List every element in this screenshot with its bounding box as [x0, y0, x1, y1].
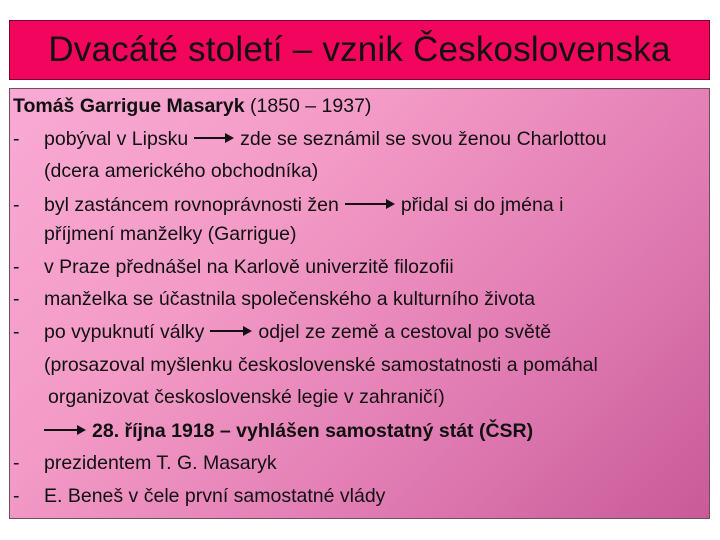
bullet-dash: - — [13, 128, 20, 150]
item-text: v Praze přednášel na Karlově univerzitě filozofii — [44, 256, 454, 278]
item-text-continued: přidal si do jména i — [400, 194, 564, 216]
bullet-dash: - — [13, 194, 20, 216]
bullet-dash: - — [13, 256, 20, 278]
item-text: pobýval v Lipsku — [44, 128, 189, 150]
arrow-right-icon — [194, 133, 234, 143]
item-text: organizovat československé legie v zahraničí) — [48, 386, 445, 408]
item-text: (dcera amerického obchodníka) — [44, 160, 319, 182]
item-text: E. Beneš v čele první samostatné vlády — [44, 485, 386, 507]
item-text: prezidentem T. G. Masaryk — [44, 452, 277, 474]
arrow-right-icon — [210, 326, 252, 336]
item-text-continued: zde se seznámil se svou ženou Charlottou — [240, 128, 607, 150]
item-text: byl zastáncem rovnoprávnosti žen — [44, 194, 339, 216]
arrow-right-icon — [345, 199, 395, 209]
item-text: po vypuknutí války — [44, 321, 205, 343]
key-event-text: 28. října 1918 – vyhlášen samostatný stát (ČSR) — [92, 420, 534, 442]
slide-title: Dvacáté století – vznik Československa — [48, 30, 671, 69]
bullet-dash: - — [13, 321, 20, 343]
content-panel — [9, 88, 710, 519]
heading-name: Tomáš Garrigue Masaryk — [13, 95, 245, 117]
item-text-continued: odjel ze země a cestoval po světě — [258, 321, 552, 343]
item-text: (prosazoval myšlenku československé samostatnosti a pomáhal — [44, 354, 598, 376]
bullet-dash: - — [13, 452, 20, 474]
heading-years: (1850 – 1937) — [250, 95, 372, 117]
item-text: příjmení manželky (Garrigue) — [44, 223, 297, 245]
bullet-dash: - — [13, 485, 20, 507]
bullet-dash: - — [13, 288, 20, 310]
item-text: manželka se účastnila společenského a kulturního života — [44, 288, 536, 310]
title-bar — [9, 20, 710, 80]
arrow-right-icon — [44, 425, 86, 435]
